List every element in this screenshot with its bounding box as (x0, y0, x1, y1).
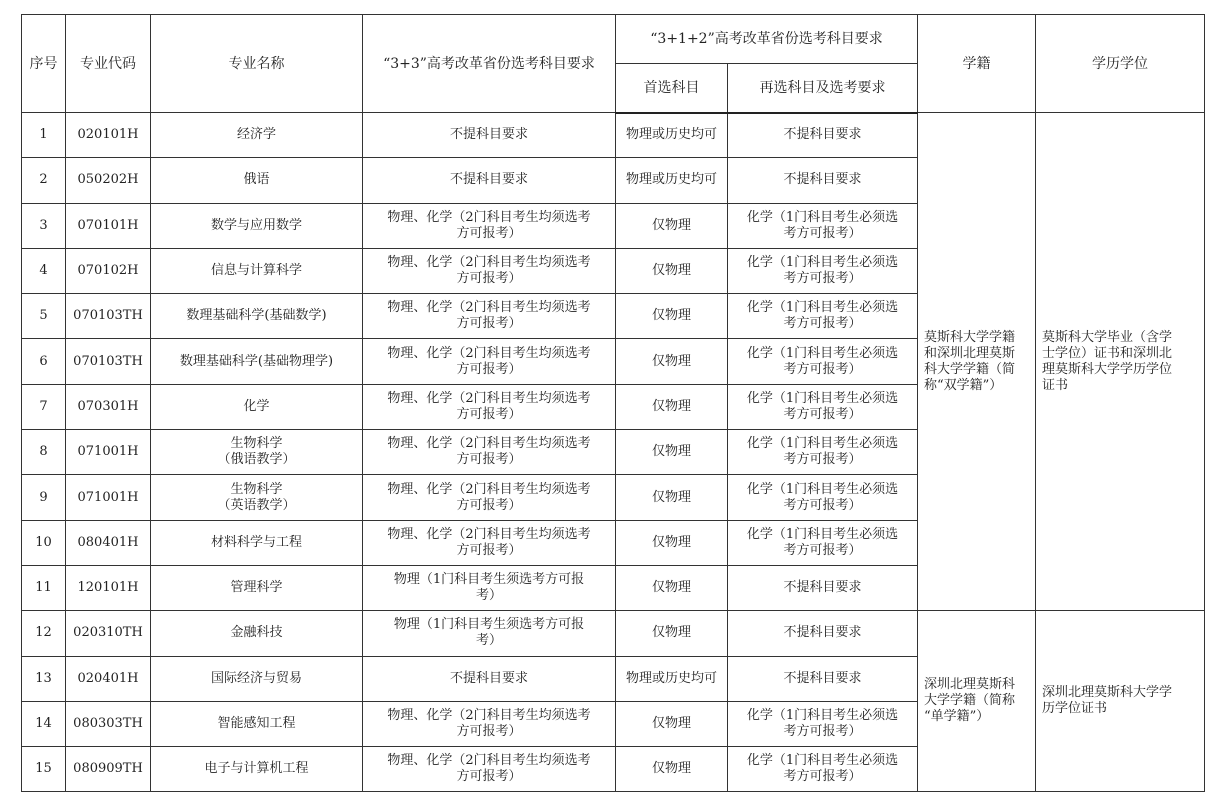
req-33-cell: 物理、化学（2门科目考生均须选考 方可报考） (363, 475, 616, 520)
req-33-cell: 物理、化学（2门科目考生均须选考 方可报考） (363, 248, 616, 293)
degree-group-cell: 莫斯科大学毕业（含学 士学位）证书和深圳北 理莫斯科大学学历学位 证书 (1036, 113, 1205, 611)
major-name: 数学与应用数学 (151, 203, 363, 248)
second-subject-cell: 不提科目要求 (728, 113, 918, 158)
major-code: 070102H (66, 248, 151, 293)
req-33-cell: 物理、化学（2门科目考生均须选考 方可报考） (363, 747, 616, 792)
req-33-cell: 物理、化学（2门科目考生均须选考 方可报考） (363, 294, 616, 339)
row-number: 4 (22, 248, 66, 293)
major-code: 020401H (66, 656, 151, 701)
second-subject-cell: 化学（1门科目考生必须选 考方可报考） (728, 475, 918, 520)
req-33-cell: 物理、化学（2门科目考生均须选考 方可报考） (363, 430, 616, 475)
second-subject-cell: 不提科目要求 (728, 611, 918, 656)
row-number: 10 (22, 520, 66, 565)
header-first-subject: 首选科目 (616, 64, 728, 113)
major-code: 020310TH (66, 611, 151, 656)
row-number: 7 (22, 384, 66, 429)
header-second-subject: 再选科目及选考要求 (728, 64, 918, 113)
major-name: 管理科学 (151, 565, 363, 610)
header-req-33: “3+3”高考改革省份选考科目要求 (363, 15, 616, 113)
major-name: 俄语 (151, 158, 363, 203)
req-33-cell: 不提科目要求 (363, 158, 616, 203)
major-code: 071001H (66, 430, 151, 475)
first-subject-cell: 仅物理 (616, 747, 728, 792)
first-subject-cell: 仅物理 (616, 520, 728, 565)
first-subject-cell: 仅物理 (616, 565, 728, 610)
status-group-cell: 莫斯科大学学籍 和深圳北理莫斯 科大学学籍（简 称“双学籍”） (918, 113, 1036, 611)
header-degree: 学历学位 (1036, 15, 1205, 113)
major-name: 电子与计算机工程 (151, 747, 363, 792)
second-subject-cell: 化学（1门科目考生必须选 考方可报考） (728, 701, 918, 746)
second-subject-cell: 化学（1门科目考生必须选 考方可报考） (728, 384, 918, 429)
first-subject-cell: 仅物理 (616, 384, 728, 429)
second-subject-cell: 化学（1门科目考生必须选 考方可报考） (728, 520, 918, 565)
row-number: 2 (22, 158, 66, 203)
major-code: 070103TH (66, 294, 151, 339)
first-subject-cell: 仅物理 (616, 339, 728, 384)
req-33-cell: 物理、化学（2门科目考生均须选考 方可报考） (363, 384, 616, 429)
first-subject-cell: 物理或历史均可 (616, 113, 728, 158)
second-subject-cell: 化学（1门科目考生必须选 考方可报考） (728, 339, 918, 384)
header-no: 序号 (22, 15, 66, 113)
first-subject-cell: 仅物理 (616, 294, 728, 339)
major-name: 国际经济与贸易 (151, 656, 363, 701)
major-name: 化学 (151, 384, 363, 429)
major-code: 050202H (66, 158, 151, 203)
row-number: 15 (22, 747, 66, 792)
second-subject-cell: 化学（1门科目考生必须选 考方可报考） (728, 203, 918, 248)
table-row (22, 113, 1205, 158)
header-code: 专业代码 (66, 15, 151, 113)
req-33-cell: 物理、化学（2门科目考生均须选考 方可报考） (363, 701, 616, 746)
admission-requirements-table (21, 14, 1205, 792)
row-number: 12 (22, 611, 66, 656)
first-subject-cell: 仅物理 (616, 248, 728, 293)
major-name: 信息与计算科学 (151, 248, 363, 293)
first-subject-cell: 仅物理 (616, 611, 728, 656)
row-number: 9 (22, 475, 66, 520)
req-33-cell: 物理、化学（2门科目考生均须选考 方可报考） (363, 520, 616, 565)
header-name: 专业名称 (151, 15, 363, 113)
second-subject-cell: 不提科目要求 (728, 565, 918, 610)
second-subject-cell: 不提科目要求 (728, 656, 918, 701)
major-name: 金融科技 (151, 611, 363, 656)
major-name: 智能感知工程 (151, 701, 363, 746)
second-subject-cell: 化学（1门科目考生必须选 考方可报考） (728, 294, 918, 339)
req-33-cell: 物理（1门科目考生须选考方可报 考） (363, 565, 616, 610)
major-code: 070103TH (66, 339, 151, 384)
first-subject-cell: 仅物理 (616, 701, 728, 746)
header-status: 学籍 (918, 15, 1036, 113)
major-code: 070301H (66, 384, 151, 429)
req-33-cell: 物理、化学（2门科目考生均须选考 方可报考） (363, 203, 616, 248)
major-code: 120101H (66, 565, 151, 610)
major-name: 数理基础科学(基础物理学) (151, 339, 363, 384)
first-subject-cell: 仅物理 (616, 475, 728, 520)
row-number: 14 (22, 701, 66, 746)
second-subject-cell: 化学（1门科目考生必须选 考方可报考） (728, 747, 918, 792)
row-number: 1 (22, 113, 66, 158)
row-number: 8 (22, 430, 66, 475)
status-group-cell: 深圳北理莫斯科 大学学籍（简称 “单学籍”） (918, 611, 1036, 792)
row-number: 5 (22, 294, 66, 339)
header-req-312: “3+1+2”高考改革省份选考科目要求 (616, 15, 918, 64)
req-33-cell: 不提科目要求 (363, 113, 616, 158)
table-row (22, 611, 1205, 656)
second-subject-cell: 化学（1门科目考生必须选 考方可报考） (728, 430, 918, 475)
first-subject-cell: 仅物理 (616, 203, 728, 248)
major-code: 071001H (66, 475, 151, 520)
major-code: 070101H (66, 203, 151, 248)
major-name: 经济学 (151, 113, 363, 158)
row-number: 3 (22, 203, 66, 248)
row-number: 11 (22, 565, 66, 610)
major-name: 生物科学 （英语教学） (151, 475, 363, 520)
second-subject-cell: 不提科目要求 (728, 158, 918, 203)
second-subject-cell: 化学（1门科目考生必须选 考方可报考） (728, 248, 918, 293)
major-name: 材料科学与工程 (151, 520, 363, 565)
req-33-cell: 不提科目要求 (363, 656, 616, 701)
major-code: 080401H (66, 520, 151, 565)
req-33-cell: 物理（1门科目考生须选考方可报 考） (363, 611, 616, 656)
major-code: 080303TH (66, 701, 151, 746)
first-subject-cell: 物理或历史均可 (616, 656, 728, 701)
major-code: 080909TH (66, 747, 151, 792)
row-number: 6 (22, 339, 66, 384)
row-number: 13 (22, 656, 66, 701)
first-subject-cell: 物理或历史均可 (616, 158, 728, 203)
major-code: 020101H (66, 113, 151, 158)
major-name: 生物科学 （俄语教学） (151, 430, 363, 475)
first-subject-cell: 仅物理 (616, 430, 728, 475)
req-33-cell: 物理、化学（2门科目考生均须选考 方可报考） (363, 339, 616, 384)
degree-group-cell: 深圳北理莫斯科大学学 历学位证书 (1036, 611, 1205, 792)
major-name: 数理基础科学(基础数学) (151, 294, 363, 339)
